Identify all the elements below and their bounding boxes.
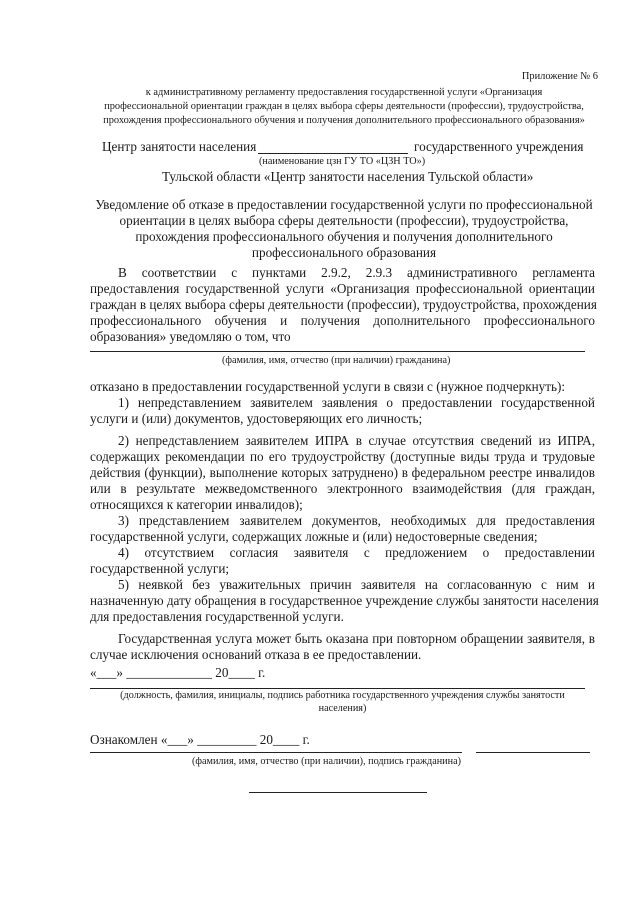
citizen-signature-caption: (фамилия, имя, отчество (при наличии), подпись гражданина) bbox=[192, 756, 461, 767]
reason-5-line-1: 5) неявкой без уважительных причин заявителя на согласованную с ним и bbox=[118, 577, 595, 592]
bottom-blank bbox=[249, 792, 427, 793]
notice-heading-2: ориентации в целях выбора сферы деятельности (профессии), трудоустройства, bbox=[119, 213, 569, 228]
official-caption-2: населения) bbox=[318, 703, 367, 714]
reason-2-line-2: содержащих рекомендации по его трудоустройству (доступные виды труда и трудовые bbox=[90, 449, 595, 464]
reason-2-line-5: относящихся к категории инвалидов); bbox=[90, 497, 303, 512]
citizen-name-caption: (фамилия, имя, отчество (при наличии) гражданина) bbox=[222, 355, 451, 366]
citizen-name-blank bbox=[90, 351, 585, 352]
reason-2-line-4: или в результате межведомственного электронного взаимодействия (для граждан, bbox=[90, 481, 595, 496]
center-region-line: Тульской области «Центр занятости населения Тульской области» bbox=[162, 169, 534, 184]
center-type-label: государственного учреждения bbox=[414, 139, 584, 154]
appendix-title: Приложение № 6 bbox=[521, 71, 598, 82]
intro-line-3: граждан в целях выбора сферы деятельности (профессии), трудоустройства, прохождения bbox=[90, 297, 597, 312]
reason-2-line-3: действия (функции), выполнение которых затруднено) в федеральном реестре инвалидов bbox=[90, 465, 595, 480]
intro-line-1: В соответствии с пунктами 2.9.2, 2.9.3 административного регламента bbox=[118, 265, 595, 280]
center-name-caption: (наименование цзн ГУ ТО «ЦЗН ТО») bbox=[259, 156, 426, 167]
intro-line-5: образования» уведомляю о том, что bbox=[90, 329, 291, 344]
refused-text: отказано в предоставлении государственной услуги в связи с (нужное подчеркнуть): bbox=[90, 379, 566, 394]
reason-4-line-1: 4) отсутствием согласия заявителя с предложением о предоставлении bbox=[118, 545, 595, 560]
notice-heading-4: профессионального образования bbox=[251, 245, 437, 260]
center-name-label: Центр занятости населения bbox=[102, 139, 257, 154]
reason-1-line-1: 1) непредставлением заявителем заявления о предоставлении государственной bbox=[118, 395, 595, 410]
reason-3-line-1: 3) представлением заявителем документов, необходимых для предоставления bbox=[118, 513, 595, 528]
official-signature-blank bbox=[90, 688, 585, 689]
intro-line-4: профессионального обучения и получения дополнительного профессионального bbox=[90, 313, 595, 328]
closing-line-2: случае исключения оснований отказа в ее предоставлении. bbox=[90, 647, 422, 662]
center-name-blank bbox=[258, 153, 408, 154]
reason-5-line-3: для предоставления государственной услуги. bbox=[90, 609, 344, 624]
reason-5-line-2: назначенную дату обращения в государственное учреждение службы занятости населения bbox=[90, 593, 599, 608]
citizen-signature-blank-1 bbox=[90, 752, 462, 753]
closing-line-1: Государственная услуга может быть оказана при повторном обращении заявителя, в bbox=[118, 631, 595, 646]
notice-date: «___» _____________ 20____ г. bbox=[90, 665, 266, 680]
citizen-signature-blank-2 bbox=[476, 752, 590, 753]
notice-heading-3: прохождения профессионального обучения и получения дополнительного bbox=[135, 229, 553, 244]
official-caption-1: (должность, фамилия, инициалы, подпись работника государственного учреждения службы занятости bbox=[120, 690, 565, 701]
appendix-line-3: прохождения профессионального обучения и получения дополнительного профессионального образования» bbox=[103, 115, 585, 126]
acquainted-date: Ознакомлен «___» _________ 20____ г. bbox=[90, 732, 310, 747]
appendix-line-1: к административному регламенту предоставления государственной услуги «Организация bbox=[145, 87, 543, 98]
reason-3-line-2: государственной услуги, содержащих ложные и (или) недостоверные сведения; bbox=[90, 529, 538, 544]
intro-line-2: предоставления государственной услуги «Организация профессиональной ориентации bbox=[90, 281, 595, 296]
reason-2-line-1: 2) непредставлением заявителем ИПРА в случае отсутствия сведений из ИПРА, bbox=[118, 433, 595, 448]
reason-4-line-2: государственной услуги; bbox=[90, 561, 230, 576]
notice-heading-1: Уведомление об отказе в предоставлении государственной услуги по профессиональной bbox=[95, 197, 593, 212]
appendix-line-2: профессиональной ориентации граждан в целях выбора сферы деятельности (профессии), трудоустройства, bbox=[104, 101, 584, 112]
reason-1-line-2: услуги и (или) документов, удостоверяющих его личность; bbox=[90, 411, 423, 426]
